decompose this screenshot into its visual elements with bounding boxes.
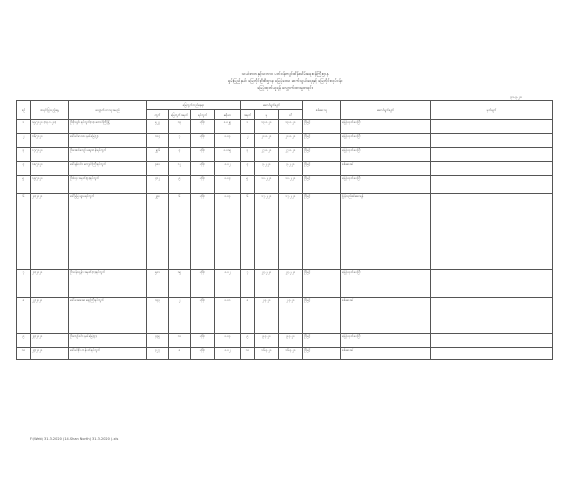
- table-row: [17, 162, 553, 176]
- cell-remarks: [431, 334, 553, 348]
- col-received: စာရင်းပြုသည့်နေ့: [31, 101, 69, 120]
- col-block: မြေကွက်အမှတ်: [169, 110, 191, 120]
- cell-case: ၂: [241, 134, 255, 148]
- col-plot: ကွက်: [147, 110, 169, 120]
- cell-remarks: [431, 120, 553, 134]
- cell-status: ဦးမြင့်: [303, 348, 341, 360]
- cell-ward: ဟိုပုံး: [191, 134, 215, 148]
- cell-from: ၁၇.၂.၂၀: [255, 194, 279, 270]
- cell-ward: ဟိုပုံး: [191, 270, 215, 298]
- cell-area: ၀.၀၂: [215, 348, 241, 360]
- cell-block: ၄: [169, 148, 191, 162]
- col-status: စစ်ဆေးသူ: [303, 101, 341, 120]
- cell-status: ဦးမြင့်: [303, 176, 341, 194]
- cell-to: ၂.၃.၂၀: [279, 298, 303, 334]
- cell-received: ၁၅/၂၀၂၀ (၁၃.၁.၂၀): [31, 120, 69, 134]
- cell-area: ၀.၀၃: [215, 134, 241, 148]
- cell-from: ၁၀.၂.၂၀: [255, 176, 279, 194]
- cell-block: ၇: [169, 134, 191, 148]
- cell-no: ၇: [17, 270, 31, 298]
- cell-from: ၂၀.၁.၂၀: [255, 134, 279, 148]
- col-to: ထိ: [279, 110, 303, 120]
- cell-remarks: [431, 176, 553, 194]
- table-row: [17, 120, 553, 134]
- cell-applicant: ဦးစံလှ၊ အမှတ်(၃)ရပ်ကွက်: [69, 176, 147, 194]
- cell-ward: ဟိုပုံး: [191, 298, 215, 334]
- cell-received: ၁၉/၂၀၂၀: [31, 176, 69, 194]
- cell-remarks: [431, 348, 553, 360]
- table-row: [17, 270, 553, 298]
- title-line-3: မြေပုံထုတ်ယူရန် လျှောက်ထားမှုစာရင်း: [257, 85, 313, 90]
- cell-applicant: ဦးစိုးလွင်၊ ရပ်ကွက်(၁)၊ တောင်ကြီးမြို့: [69, 120, 147, 134]
- title-line-1: သယံဇာတနှင့်သဘာဝ ပတ်ဝန်းကျင်ထိန်းသိမ်းရေးဝန်ကြီးဌာန: [241, 71, 329, 76]
- cell-from: ၂.၃.၂၀: [255, 298, 279, 334]
- cell-case: ၁: [241, 120, 255, 134]
- cell-block: ၈: [169, 348, 191, 360]
- cell-ward: ဟိုပုံး: [191, 348, 215, 360]
- report-table: [16, 100, 553, 360]
- report-date: ၃၁.၃.၂၀: [510, 95, 522, 99]
- cell-remarks-main: မြေပုံထုတ်ပေးပြီး: [341, 270, 431, 298]
- cell-plot: ၂၉၈: [147, 194, 169, 270]
- cell-remarks-main: စစ်ဆေးဆဲ: [341, 298, 431, 334]
- cell-area: ၀.၀၃: [215, 194, 241, 270]
- cell-applicant: ဒေါ်နန်းဝင်း၊ ကျောင်းကြီးရပ်ကွက်: [69, 162, 147, 176]
- col-from: မှ: [255, 110, 279, 120]
- cell-received: ၂၂/၂၀၂၀: [31, 298, 69, 334]
- cell-case: ၄: [241, 162, 255, 176]
- col-area: ဧရိယာ: [215, 110, 241, 120]
- col-case: အမှတ်: [241, 110, 255, 120]
- cell-ward: ဟိုပုံး: [191, 162, 215, 176]
- cell-ward: ဟိုပုံး: [191, 176, 215, 194]
- cell-to: ၂၇.၁.၂၀: [279, 148, 303, 162]
- cell-case: ၇: [241, 270, 255, 298]
- col-ward: ရပ်ကွက်: [191, 110, 215, 120]
- cell-status: ဦးမြင့်: [303, 270, 341, 298]
- cell-case: ၅: [241, 176, 255, 194]
- cell-plot: ၁၃၃: [147, 298, 169, 334]
- cell-remarks-main: ပြန်လည်စစ်ဆေးရန်: [341, 194, 431, 270]
- cell-no: ၅: [17, 176, 31, 194]
- cell-ward: ဟိုပုံး: [191, 148, 215, 162]
- cell-applicant: ဦးအောင်ကျော်၊ ဈေးတန်းရပ်ကွက်: [69, 148, 147, 162]
- cell-block: ၉: [169, 176, 191, 194]
- title-line-2: ရှမ်းပြည်နယ်၊ မြေတိုင်းဦးစီးဌာန၊ မြေပုံဒေသ ဆက်သွယ်ရေးနှင့် မြေတိုင်းလုပ်ငန်း: [228, 78, 342, 83]
- cell-no: ၂: [17, 134, 31, 148]
- cell-remarks-main: စစ်ဆေးဆဲ: [341, 348, 431, 360]
- cell-plot: ၄၁၂: [147, 176, 169, 194]
- cell-status: ဦးမြင့်: [303, 148, 341, 162]
- cell-plot: ၂၅၆: [147, 148, 169, 162]
- cell-case: ၈: [241, 298, 255, 334]
- cell-remarks: [431, 298, 553, 334]
- cell-block: ၁၂: [169, 162, 191, 176]
- cell-no: ၉: [17, 334, 31, 348]
- cell-no: ၁: [17, 120, 31, 134]
- table-row: [17, 134, 553, 148]
- cell-from: ၉.၃.၂၀: [255, 334, 279, 348]
- cell-case: ၉: [241, 334, 255, 348]
- cell-received: ၂၁/၂၀၂၀: [31, 270, 69, 298]
- cell-no: ၆: [17, 194, 31, 270]
- cell-to: ၁၃.၁.၂၀: [279, 120, 303, 134]
- cell-applicant: ဦးကျော်ဝင်း၊ နယ်မြေ(၄): [69, 334, 147, 348]
- cell-status: ဦးမြင့်: [303, 120, 341, 134]
- cell-plot: ၄၄၅: [147, 334, 169, 348]
- cell-remarks-main: မြေပုံထုတ်ပေးပြီး: [341, 334, 431, 348]
- cell-status: ဦးမြင့်: [303, 162, 341, 176]
- cell-status: ဦးမြင့်: [303, 134, 341, 148]
- cell-remarks-main: မြေပုံထုတ်ပေးပြီး: [341, 120, 431, 134]
- table-row: [17, 176, 553, 194]
- cell-applicant: ဒေါ်ခင်စိုး၊ ကန်ပတ်ရပ်ကွက်: [69, 348, 147, 360]
- cell-to: ၂၀.၁.၂၀: [279, 134, 303, 148]
- cell-from: ၁၃.၁.၂၀: [255, 120, 279, 134]
- cell-no: ၁၀: [17, 348, 31, 360]
- cell-to: ၂၄.၂.၂၀: [279, 270, 303, 298]
- cell-to: ၉.၃.၂၀: [279, 334, 303, 348]
- cell-received: ၂၀/၂၀၂၀: [31, 194, 69, 270]
- cell-to: ၃.၂.၂၀: [279, 162, 303, 176]
- table-row: [17, 148, 553, 162]
- cell-ward: ဟိုပုံး: [191, 120, 215, 134]
- cell-plot: ၅၂၂: [147, 120, 169, 134]
- cell-applicant: ဒေါ်အေးအေး၊ ဈေးကြီးရပ်ကွက်: [69, 298, 147, 334]
- table-row: [17, 298, 553, 334]
- table-header: [17, 101, 553, 120]
- cell-area: ၀.၀၂: [215, 162, 241, 176]
- cell-area: ၀.၀၂၅: [215, 120, 241, 134]
- cell-remarks-main: မြေပုံထုတ်ပေးပြီး: [341, 176, 431, 194]
- cell-remarks-main: မြေပုံထုတ်ပေးပြီး: [341, 148, 431, 162]
- cell-applicant: ဒေါ်ခင်မာလာ၊ နယ်မြေ(၂): [69, 134, 147, 148]
- cell-plot: ၃၂၇: [147, 348, 169, 360]
- cell-block: ၁၃: [169, 120, 191, 134]
- cell-plot: ၁၁၄: [147, 134, 169, 148]
- cell-case: ၃: [241, 148, 255, 162]
- cell-block: ၁၅: [169, 270, 191, 298]
- col-applicant: လျှောက်ထားသူအမည်: [69, 101, 147, 120]
- cell-case: ၆: [241, 194, 255, 270]
- cell-remarks: [431, 194, 553, 270]
- table-row: [17, 334, 553, 348]
- cell-remarks: [431, 134, 553, 148]
- cell-from: ၂၄.၂.၂၀: [255, 270, 279, 298]
- cell-to: ၁၀.၂.၂၀: [279, 176, 303, 194]
- cell-area: ၀.၀၁၅: [215, 148, 241, 162]
- cell-remarks-main: မြေပုံထုတ်ပေးပြီး: [341, 134, 431, 148]
- cell-area: ၀.၀၂: [215, 270, 241, 298]
- cell-from: ၁၆.၃.၂၀: [255, 348, 279, 360]
- cell-no: ၃: [17, 148, 31, 162]
- col-group-proc: ဆောင်ရွက်ချက်: [241, 101, 303, 110]
- cell-case: ၁၀: [241, 348, 255, 360]
- col-remarks-main: ဆောင်ရွက်ချက်: [341, 101, 431, 120]
- cell-status: ဦးမြင့်: [303, 334, 341, 348]
- cell-plot: ၃၈၀: [147, 162, 169, 176]
- table-row: [17, 194, 553, 270]
- cell-received: ၂၃/၂၀၂၀: [31, 334, 69, 348]
- cell-block: ၂: [169, 298, 191, 334]
- cell-remarks-main: စစ်ဆေးဆဲ: [341, 162, 431, 176]
- cell-received: ၁၈/၂၀၂၀: [31, 162, 69, 176]
- cell-remarks: [431, 162, 553, 176]
- cell-status: ဦးမြင့်: [303, 298, 341, 334]
- cell-applicant: ဦးသန်းထွန်း၊ အမှတ်(၁)ရပ်ကွက်: [69, 270, 147, 298]
- cell-to: ၁၇.၂.၂၀: [279, 194, 303, 270]
- file-path-footer: F:\Web\ 31.3.2020 (14.Shan North) 31.3.2020 (.xls: [30, 437, 119, 441]
- cell-area: ၀.၀၃: [215, 334, 241, 348]
- cell-to: ၁၆.၃.၂၀: [279, 348, 303, 360]
- cell-area: ၀.၀၄: [215, 176, 241, 194]
- cell-block: ၆: [169, 194, 191, 270]
- cell-applicant: ဒေါ်မြမြ၊ ရွာမရပ်ကွက်: [69, 194, 147, 270]
- cell-ward: ဟိုပုံး: [191, 334, 215, 348]
- cell-no: ၈: [17, 298, 31, 334]
- cell-ward: ဟိုပုံး: [191, 194, 215, 270]
- cell-remarks: [431, 270, 553, 298]
- col-group-land: မြေကွက်တည်နေရာ: [147, 101, 241, 110]
- cell-from: ၃.၂.၂၀: [255, 162, 279, 176]
- cell-received: ၂၄/၂၀၂၀: [31, 348, 69, 360]
- cell-block: ၁၁: [169, 334, 191, 348]
- table-row: [17, 348, 553, 360]
- cell-received: ၁၆/၂၀၂၀: [31, 134, 69, 148]
- col-no: စဉ်: [17, 101, 31, 120]
- cell-from: ၂၇.၁.၂၀: [255, 148, 279, 162]
- cell-received: ၁၇/၂၀၂၀: [31, 148, 69, 162]
- cell-no: ၄: [17, 162, 31, 176]
- col-remarks: မှတ်ချက်: [431, 101, 553, 120]
- cell-status: ဦးမြင့်: [303, 194, 341, 270]
- cell-plot: ၅၀၁: [147, 270, 169, 298]
- cell-remarks: [431, 148, 553, 162]
- cell-area: ၀.၀၁: [215, 298, 241, 334]
